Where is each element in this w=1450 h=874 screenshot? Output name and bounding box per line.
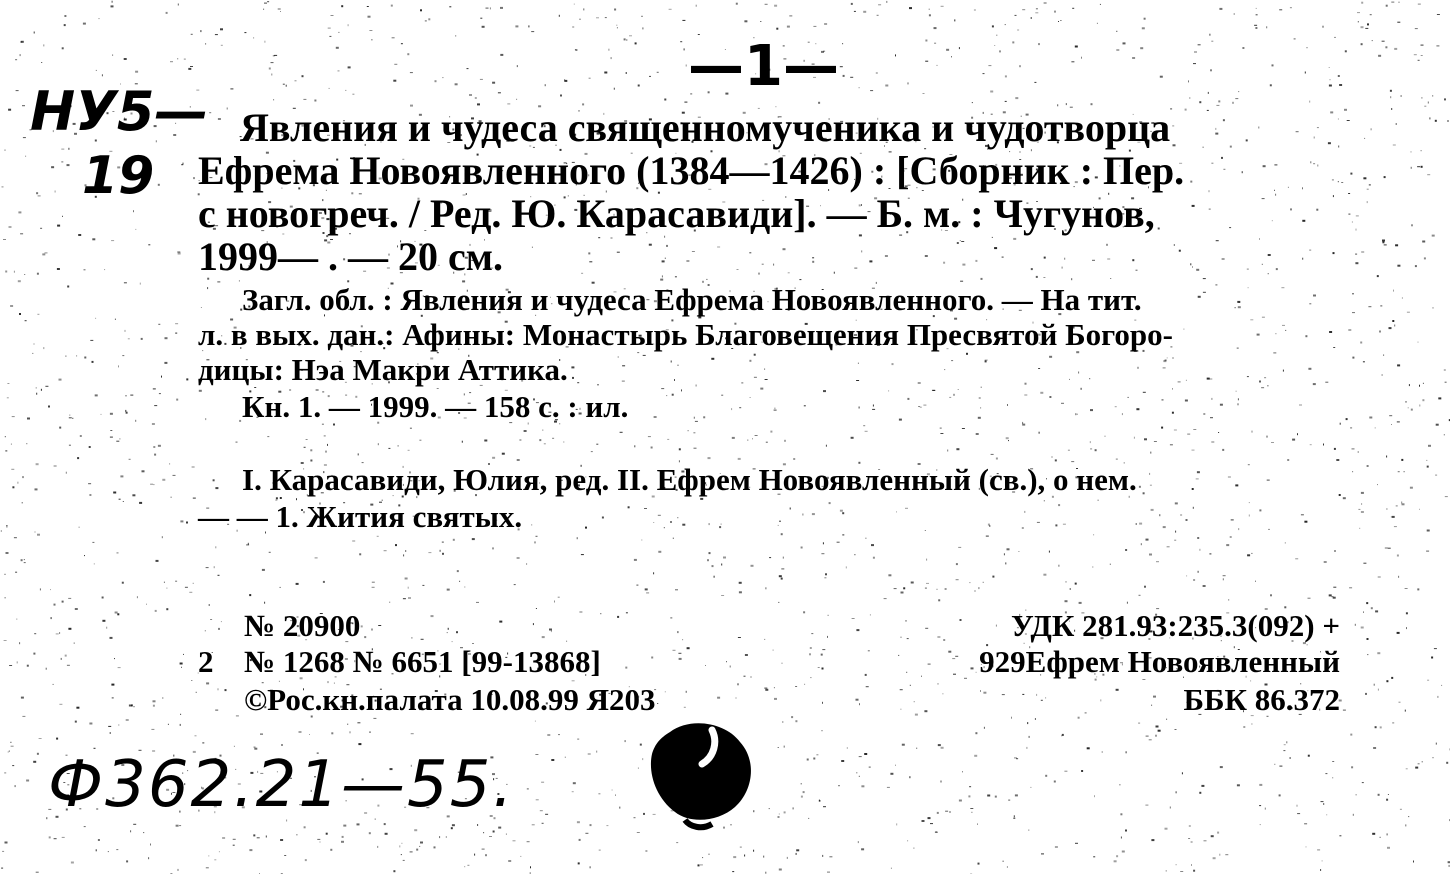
note-line-4: Кн. 1. — 1999. — 158 с. : ил.: [242, 389, 629, 424]
title-line-1: Явления и чудеса священномученика и чудотворца: [240, 105, 1171, 150]
right-code-2: 929Ефрем Новоявленный: [979, 644, 1340, 679]
left-code-2: № 1268 № 6651 [99-13868]: [244, 644, 601, 679]
note-line-1: Загл. обл. : Явления и чудеса Ефрема Новоявленного. — На тит.: [242, 282, 1142, 317]
note-line-2: л. в вых. дан.: Афины: Монастырь Благовещения Пресвятой Богоро-: [198, 317, 1173, 352]
right-code-3: ББК 86.372: [1183, 682, 1340, 717]
right-code-1: УДК 281.93:235.3(092) +: [1010, 608, 1340, 643]
handwritten-code-sub: 19: [82, 146, 155, 206]
title-line-2: Ефрема Новоявленного (1384—1426) : [Сборник : Пер.: [198, 148, 1185, 193]
tracing-line-1: I. Карасавиди, Юлия, ред. II. Ефрем Новоявленный (св.), о нем.: [242, 462, 1137, 497]
title-line-4: 1999— . — 20 см.: [198, 234, 503, 279]
handwritten-code-top: НУ5—: [30, 80, 209, 143]
left-marker: 2: [198, 644, 214, 679]
note-line-3: дицы: Нэа Макри Аттика.: [198, 352, 568, 387]
ink-blot-icon: [640, 712, 760, 832]
handwritten-shelfmark: Ф362.21—55.: [48, 748, 515, 822]
tracing-line-2: — — 1. Жития святых.: [198, 499, 523, 534]
left-code-3: ©Рос.кн.палата 10.08.99 Я203: [244, 682, 656, 717]
page-number: —1—: [688, 34, 839, 99]
left-code-1: № 20900: [244, 608, 361, 643]
title-line-3: с новогреч. / Ред. Ю. Карасавиди]. — Б. м. : Чугунов,: [198, 191, 1155, 236]
